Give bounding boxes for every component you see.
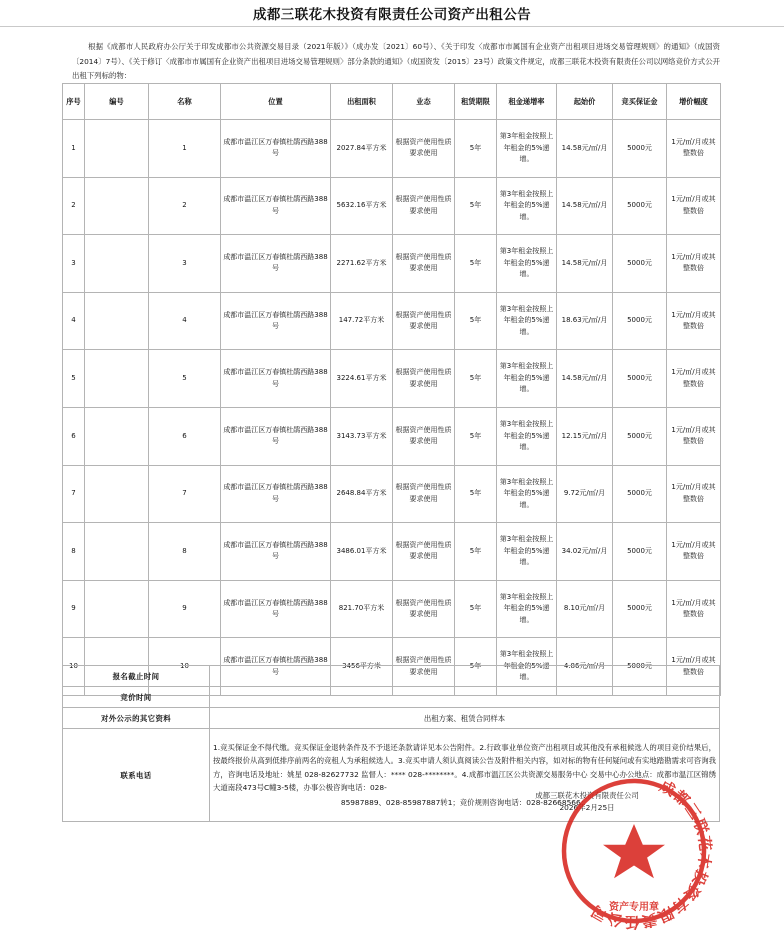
phone-notes-text-last: 85987889、028-85987887转1；竞价规则咨询电话：028-82668566；	[340, 797, 589, 807]
cell-seq: 10	[63, 638, 85, 696]
cell-location: 成都市温江区万春镇杜鹃西路388号	[221, 407, 331, 465]
cell-name: 9	[149, 580, 221, 638]
cell-seq: 8	[63, 523, 85, 581]
cell-business: 根据资产使用性质要求使用	[393, 638, 455, 696]
cell-name: 5	[149, 350, 221, 408]
cell-rate: 第3年租金按照上年租金的5%递增。	[497, 350, 557, 408]
cell-deposit: 5000元	[613, 235, 667, 293]
cell-increment: 1元/㎡/月或其整数倍	[667, 120, 721, 178]
cell-increment: 1元/㎡/月或其整数倍	[667, 638, 721, 696]
cell-location: 成都市温江区万春镇杜鹃西路388号	[221, 580, 331, 638]
footer-row-deadline	[63, 666, 720, 687]
cell-rate: 第3年租金按照上年租金的5%递增。	[497, 465, 557, 523]
cell-name: 1	[149, 120, 221, 178]
table-header-row	[63, 84, 721, 120]
column-header-code: 编号	[85, 84, 149, 120]
cell-deposit: 5000元	[613, 292, 667, 350]
cell-code	[85, 120, 149, 178]
cell-deposit: 5000元	[613, 638, 667, 696]
asset-table-body	[63, 120, 721, 696]
column-header-increment: 增价幅度	[667, 84, 721, 120]
column-header-name: 名称	[149, 84, 221, 120]
cell-term: 5年	[455, 523, 497, 581]
column-header-deposit: 竞买保证金	[613, 84, 667, 120]
table-row	[63, 177, 721, 235]
cell-name: 3	[149, 235, 221, 293]
cell-increment: 1元/㎡/月或其整数倍	[667, 235, 721, 293]
cell-start-price: 14.58元/㎡/月	[557, 120, 613, 178]
cell-rate: 第3年租金按照上年租金的5%递增。	[497, 407, 557, 465]
cell-deposit: 5000元	[613, 407, 667, 465]
cell-location: 成都市温江区万春镇杜鹃西路388号	[221, 235, 331, 293]
cell-start-price: 14.58元/㎡/月	[557, 235, 613, 293]
public-materials-value: 出租方案、租赁合同样本	[210, 708, 720, 729]
table-row	[63, 407, 721, 465]
cell-rate: 第3年租金按照上年租金的5%递增。	[497, 120, 557, 178]
cell-rate: 第3年租金按照上年租金的5%递增。	[497, 292, 557, 350]
table-row	[63, 465, 721, 523]
cell-start-price: 14.58元/㎡/月	[557, 350, 613, 408]
svg-text:成都三联花木投资有限责任公司: 成都三联花木投资有限责任公司	[587, 776, 715, 932]
cell-name: 4	[149, 292, 221, 350]
cell-area: 147.72平方米	[331, 292, 393, 350]
table-row	[63, 523, 721, 581]
cell-seq: 7	[63, 465, 85, 523]
column-header-term: 租赁期限	[455, 84, 497, 120]
intro-text: 根据《成都市人民政府办公厅关于印发成都市公共资源交易目录（2021年版）》（成办发〔2021〕60号）、《关于印发〈成都市市属国有企业资产出租项目进场交易管理规则〉的通知》（成国资〔2014〕7号）、《关于修订〈成都市市属国有企业资产出租项目进场交易管理规则〉部分条款的通知》（成国资发〔2015〕23号）政策文件规定，成都三联花木投资有限责任公司以网络竞价方式公开出租下列标的物：	[72, 42, 720, 80]
table-row	[63, 235, 721, 293]
footer-row-public-materials	[63, 708, 720, 729]
cell-increment: 1元/㎡/月或其整数倍	[667, 292, 721, 350]
cell-rate: 第3年租金按照上年租金的5%递增。	[497, 580, 557, 638]
cell-increment: 1元/㎡/月或其整数倍	[667, 580, 721, 638]
table-row	[63, 120, 721, 178]
phone-notes-text: 1.竞买保证金不得代缴。竞买保证金退转条件及不予退还条款请详见本公告附件。2.行政事业单位资产出租项目或其他没有承租候选人的项目竞价结果后，按最终报价从高到低排序前两名的竞租人为承租候选人。3.竞买申请人须认真阅读公告及附件相关内容，如对标的物有任何疑问或有实地踏勘需求可咨询我方，咨询电话及地址：姚星 028-82627732 监督人：**** 028-********。4.成都市温江区公共资源交易服务中心 交易中心办公地点：成都市温江区锦绣大道南段473号C幢3-5楼，办事公极咨询电话：028-	[213, 742, 716, 793]
cell-term: 5年	[455, 465, 497, 523]
cell-rate: 第3年租金按照上年租金的5%递增。	[497, 638, 557, 696]
cell-start-price: 8.10元/㎡/月	[557, 580, 613, 638]
cell-area: 5632.16平方米	[331, 177, 393, 235]
footer-row-bidtime	[63, 687, 720, 708]
cell-location: 成都市温江区万春镇杜鹃西路388号	[221, 350, 331, 408]
cell-increment: 1元/㎡/月或其整数倍	[667, 177, 721, 235]
cell-business: 根据资产使用性质要求使用	[393, 235, 455, 293]
asset-table-wrapper	[62, 83, 720, 696]
cell-term: 5年	[455, 120, 497, 178]
cell-name: 6	[149, 407, 221, 465]
cell-start-price: 14.58元/㎡/月	[557, 177, 613, 235]
cell-seq: 4	[63, 292, 85, 350]
cell-start-price: 9.72元/㎡/月	[557, 465, 613, 523]
cell-rate: 第3年租金按照上年租金的5%递增。	[497, 235, 557, 293]
cell-seq: 3	[63, 235, 85, 293]
column-header-start-price: 起始价	[557, 84, 613, 120]
cell-increment: 1元/㎡/月或其整数倍	[667, 465, 721, 523]
cell-term: 5年	[455, 292, 497, 350]
cell-start-price: 18.63元/㎡/月	[557, 292, 613, 350]
cell-start-price: 12.15元/㎡/月	[557, 407, 613, 465]
cell-term: 5年	[455, 350, 497, 408]
cell-business: 根据资产使用性质要求使用	[393, 292, 455, 350]
table-row	[63, 350, 721, 408]
cell-area: 3224.61平方米	[331, 350, 393, 408]
phone-label: 联系电话	[63, 729, 210, 822]
page-title: 成都三联花木投资有限责任公司资产出租公告	[253, 7, 531, 23]
asset-table	[62, 83, 721, 696]
cell-business: 根据资产使用性质要求使用	[393, 350, 455, 408]
cell-seq: 5	[63, 350, 85, 408]
cell-area: 3486.01平方米	[331, 523, 393, 581]
column-header-rate: 租金递增率	[497, 84, 557, 120]
cell-code	[85, 407, 149, 465]
cell-code	[85, 523, 149, 581]
cell-name: 2	[149, 177, 221, 235]
cell-name: 8	[149, 523, 221, 581]
cell-seq: 2	[63, 177, 85, 235]
column-header-area: 出租面积	[331, 84, 393, 120]
cell-area: 3143.73平方米	[331, 407, 393, 465]
cell-seq: 1	[63, 120, 85, 178]
cell-term: 5年	[455, 235, 497, 293]
cell-location: 成都市温江区万春镇杜鹃西路388号	[221, 120, 331, 178]
cell-location: 成都市温江区万春镇杜鹃西路388号	[221, 465, 331, 523]
cell-business: 根据资产使用性质要求使用	[393, 580, 455, 638]
intro-paragraph	[72, 40, 720, 84]
cell-area: 2027.84平方米	[331, 120, 393, 178]
cell-term: 5年	[455, 407, 497, 465]
cell-area: 2648.84平方米	[331, 465, 393, 523]
cell-business: 根据资产使用性质要求使用	[393, 465, 455, 523]
cell-code	[85, 235, 149, 293]
cell-area: 821.70平方米	[331, 580, 393, 638]
deadline-value	[210, 666, 720, 687]
column-header-seq: 序号	[63, 84, 85, 120]
cell-name: 10	[149, 638, 221, 696]
title-bar	[0, 0, 784, 27]
cell-deposit: 5000元	[613, 523, 667, 581]
cell-location: 成都市温江区万春镇杜鹃西路388号	[221, 177, 331, 235]
cell-rate: 第3年租金按照上年租金的5%递增。	[497, 177, 557, 235]
cell-location: 成都市温江区万春镇杜鹃西路388号	[221, 523, 331, 581]
cell-deposit: 5000元	[613, 120, 667, 178]
bidtime-label: 竞价时间	[63, 687, 210, 708]
cell-business: 根据资产使用性质要求使用	[393, 177, 455, 235]
signature-block	[0, 790, 784, 814]
signature-date: 2026年2月25日	[559, 803, 615, 812]
cell-deposit: 5000元	[613, 580, 667, 638]
cell-term: 5年	[455, 638, 497, 696]
cell-code	[85, 292, 149, 350]
signature-company: 成都三联花木投资有限责任公司	[535, 791, 639, 800]
column-header-location: 位置	[221, 84, 331, 120]
cell-increment: 1元/㎡/月或其整数倍	[667, 407, 721, 465]
cell-name: 7	[149, 465, 221, 523]
column-header-business: 业态	[393, 84, 455, 120]
cell-deposit: 5000元	[613, 177, 667, 235]
star-icon	[603, 824, 665, 878]
cell-business: 根据资产使用性质要求使用	[393, 120, 455, 178]
table-row	[63, 580, 721, 638]
cell-location: 成都市温江区万春镇杜鹃西路388号	[221, 638, 331, 696]
cell-location: 成都市温江区万春镇杜鹃西路388号	[221, 292, 331, 350]
cell-business: 根据资产使用性质要求使用	[393, 523, 455, 581]
cell-business: 根据资产使用性质要求使用	[393, 407, 455, 465]
cell-start-price: 4.86元/㎡/月	[557, 638, 613, 696]
cell-area: 3456平方米	[331, 638, 393, 696]
cell-deposit: 5000元	[613, 350, 667, 408]
cell-seq: 9	[63, 580, 85, 638]
cell-start-price: 34.02元/㎡/月	[557, 523, 613, 581]
seal-bottom-text: 资产专用章	[609, 902, 659, 913]
cell-seq: 6	[63, 407, 85, 465]
public-materials-label: 对外公示的其它资料	[63, 708, 210, 729]
deadline-label: 报名截止时间	[63, 666, 210, 687]
cell-deposit: 5000元	[613, 465, 667, 523]
cell-increment: 1元/㎡/月或其整数倍	[667, 350, 721, 408]
cell-code	[85, 350, 149, 408]
cell-code	[85, 465, 149, 523]
table-row	[63, 292, 721, 350]
cell-area: 2271.62平方米	[331, 235, 393, 293]
cell-code	[85, 580, 149, 638]
cell-increment: 1元/㎡/月或其整数倍	[667, 523, 721, 581]
cell-code	[85, 177, 149, 235]
bidtime-value	[210, 687, 720, 708]
cell-rate: 第3年租金按照上年租金的5%递增。	[497, 523, 557, 581]
cell-term: 5年	[455, 580, 497, 638]
asset-table-head	[63, 84, 721, 120]
cell-term: 5年	[455, 177, 497, 235]
